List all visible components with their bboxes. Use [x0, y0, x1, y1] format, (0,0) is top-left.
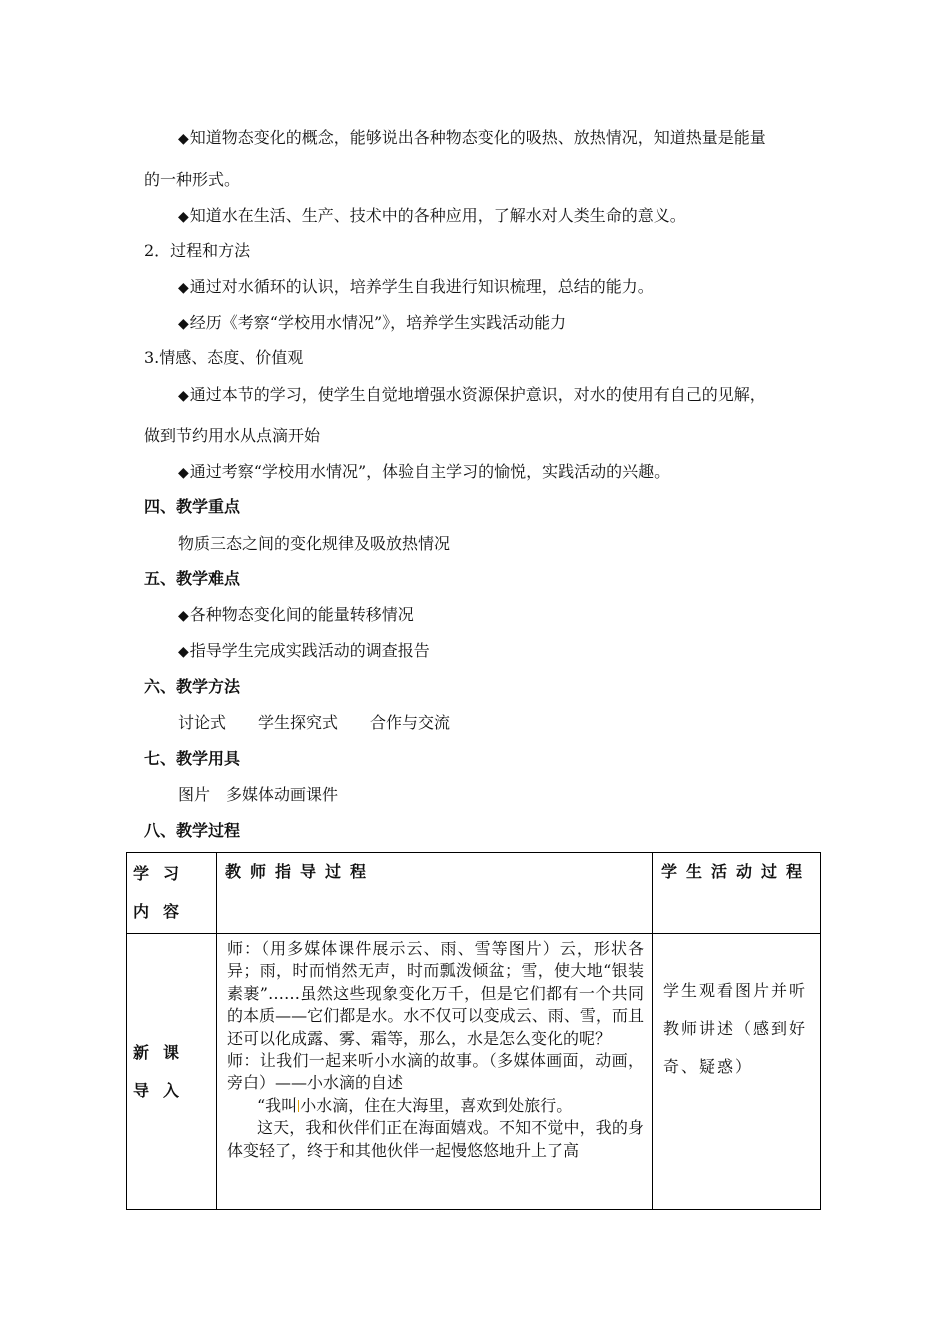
knowledge-item-1-line1: ◆知道物态变化的概念，能够说出各种物态变化的吸热、放热情况，知道热量是能量	[178, 128, 766, 147]
bullet-diamond-icon: ◆	[178, 608, 189, 624]
knowledge-item-1-line2: 的一种形式。	[144, 170, 241, 189]
emotion-item-1-line2: 做到节约用水从点滴开始	[144, 426, 321, 445]
emotion-item-2: ◆通过考察“学校用水情况”，体验自主学习的愉悦，实践活动的兴趣。	[178, 462, 671, 481]
section-6-body: 讨论式 学生探究式 合作与交流	[178, 713, 451, 732]
table-header-row	[127, 853, 821, 934]
emotion-heading: 3.情感、态度、价值观	[144, 348, 304, 367]
section-7-body: 图片 多媒体动画课件	[178, 785, 339, 804]
bullet-diamond-icon: ◆	[178, 465, 189, 481]
section-7-title: 七、教学用具	[144, 749, 241, 768]
process-item-2: ◆经历《考察“学校用水情况”》，培养学生实践活动能力	[178, 313, 567, 332]
row-teacher-guidance	[217, 934, 653, 1210]
teacher-paragraph-4: 这天，我和伙伴们正在海面嬉戏。不知不觉中，我的身体变轻了，终于和其他伙伴一起慢悠悠地升上了高	[227, 1118, 644, 1160]
teaching-process-table	[126, 852, 821, 1210]
section-6-title: 六、教学方法	[144, 677, 241, 696]
section-8-title: 八、教学过程	[144, 821, 241, 840]
section-5-title: 五、教学难点	[144, 569, 241, 588]
process-heading: 2．过程和方法	[144, 241, 251, 260]
emotion-item-1-line1: ◆通过本节的学习，使学生自觉地增强水资源保护意识，对水的使用有自己的见解，	[178, 385, 766, 404]
bullet-diamond-icon: ◆	[178, 388, 189, 404]
bullet-diamond-icon: ◆	[178, 131, 189, 147]
knowledge-item-2: ◆知道水在生活、生产、技术中的各种应用，了解水对人类生命的意义。	[178, 206, 686, 225]
bullet-diamond-icon: ◆	[178, 280, 189, 296]
header-content: 学习内容	[127, 853, 217, 934]
teacher-paragraph-1: 师：（用多媒体课件展示云、雨、雪等图片）云，形状各异；雨，时而悄然无声，时而瓢泼倾盆；雪，使大地“银装素裹”……虽然这些现象变化万千，但是它们都有一个共同的本质——它们都是水。水不仅可以变成云、雨、雪，而且还可以化成露、雾、霜等，那么，水是怎么变化的呢？	[227, 939, 644, 1048]
bullet-diamond-icon: ◆	[178, 316, 189, 332]
row-student-activity: 学生观看图片并听教师讲述（感到好奇、疑惑）	[653, 934, 821, 1210]
row-topic: 新课导入	[127, 934, 217, 1210]
section-4-title: 四、教学重点	[144, 497, 241, 516]
bullet-diamond-icon: ◆	[178, 644, 189, 660]
teacher-paragraph-3: “我叫 小水滴，住在大海里，喜欢到处旅行。	[257, 1095, 573, 1115]
bullet-diamond-icon: ◆	[178, 209, 189, 225]
header-teacher-process: 教师指导过程	[217, 853, 653, 934]
table-row	[127, 934, 821, 1210]
process-item-1: ◆通过对水循环的认识，培养学生自我进行知识梳理，总结的能力。	[178, 277, 654, 296]
section-5-item-1: ◆各种物态变化间的能量转移情况	[178, 605, 414, 624]
teacher-paragraph-2: 师：让我们一起来听小水滴的故事。（多媒体画面，动画，旁白）——小水滴的自述	[227, 1051, 644, 1093]
header-student-activity: 学生活动过程	[653, 853, 821, 934]
section-5-item-2: ◆指导学生完成实践活动的调查报告	[178, 641, 430, 660]
section-4-body: 物质三态之间的变化规律及吸放热情况	[178, 534, 451, 553]
